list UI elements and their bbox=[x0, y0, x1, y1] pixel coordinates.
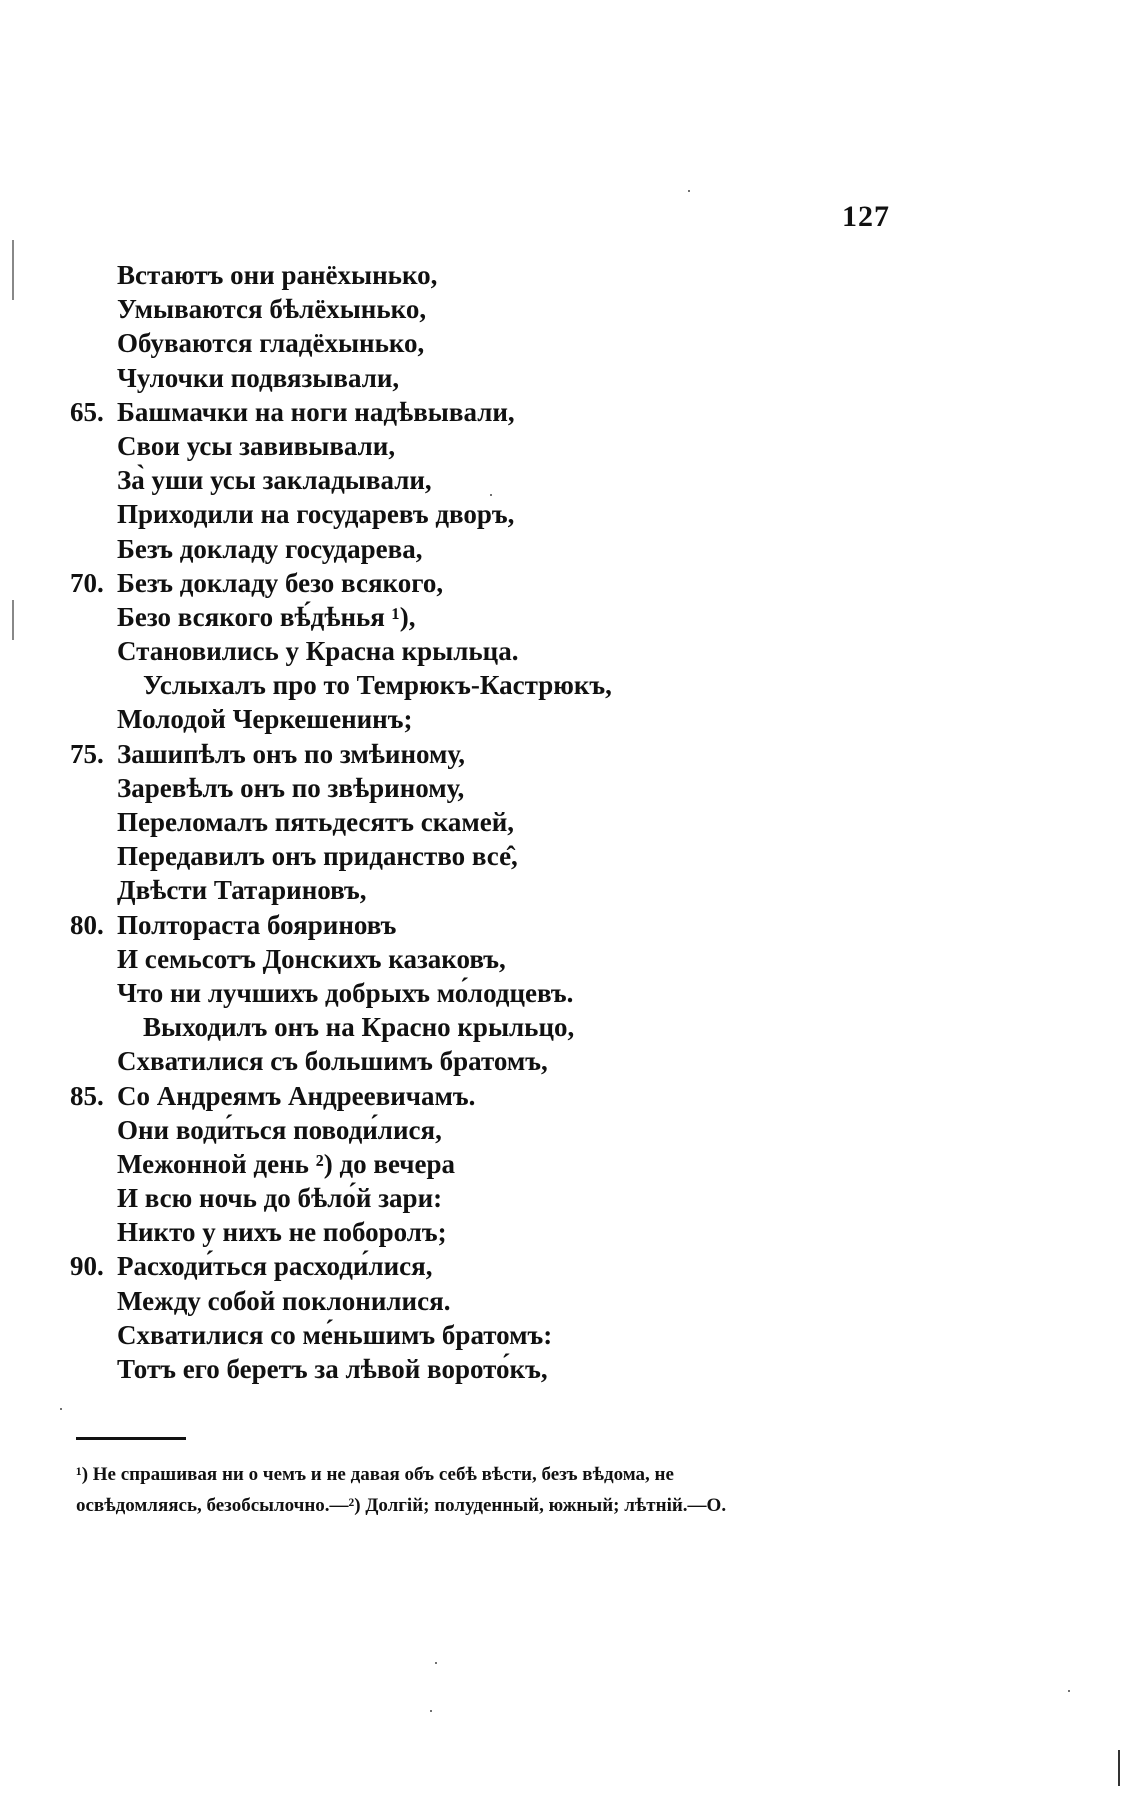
line-text: Заревѣлъ онъ по звѣриному, bbox=[117, 772, 465, 803]
line-text: Со Андреямъ Андреевичамъ. bbox=[117, 1080, 476, 1111]
line-text: Межонной день ²) до вечера bbox=[117, 1148, 456, 1179]
line-text: Схватилися со ме́ньшимъ братомъ: bbox=[117, 1319, 553, 1350]
scan-speck bbox=[430, 1710, 432, 1712]
verse-line bbox=[0, 1044, 1140, 1078]
verse-line bbox=[0, 908, 1140, 942]
scan-speck bbox=[688, 190, 690, 192]
footnotes bbox=[76, 1459, 836, 1521]
line-text: Расходи́ться расходи́лися, bbox=[117, 1251, 433, 1282]
line-number: 65. bbox=[70, 396, 104, 427]
line-text: Никто у нихъ не поборолъ; bbox=[117, 1217, 447, 1248]
line-text: Переломалъ пятьдесятъ скамей, bbox=[117, 807, 515, 837]
scan-speck bbox=[435, 1662, 437, 1664]
line-number: 85. bbox=[70, 1080, 104, 1111]
scan-speck bbox=[1068, 1690, 1070, 1692]
line-text: Безъ докладу государева, bbox=[117, 533, 423, 564]
footnote-divider bbox=[76, 1437, 186, 1440]
line-number: 90. bbox=[70, 1251, 104, 1282]
verse-line bbox=[0, 497, 1140, 531]
verse-line bbox=[0, 1249, 1140, 1283]
scan-edge-mark bbox=[12, 600, 14, 640]
scan-edge-mark bbox=[12, 240, 14, 300]
line-text: Умываются бѣлёхынько, bbox=[117, 294, 427, 325]
scan-speck bbox=[60, 1408, 62, 1410]
line-text: Услыхалъ про то Темрюкъ-Кастрюкъ, bbox=[143, 670, 612, 701]
line-text: Башмачки на ноги надѣвывали, bbox=[117, 396, 515, 427]
verse-line bbox=[0, 1215, 1140, 1249]
verse-line bbox=[0, 1079, 1140, 1113]
line-text: Выходилъ онъ на Красно крыльцо, bbox=[143, 1012, 575, 1043]
footnote-line: освѣдомляясь, безобсылочно.—²) Долгій; полуденный, южный; лѣтній.—О. bbox=[76, 1495, 727, 1516]
verse-line bbox=[0, 1010, 1140, 1044]
verse-line bbox=[0, 702, 1140, 736]
line-text: Безо всякого вѣ́дѣнья ¹), bbox=[117, 601, 416, 632]
line-text: Становились у Красна крыльца. bbox=[117, 636, 519, 667]
verse-line bbox=[0, 1147, 1140, 1181]
verse-line bbox=[0, 1113, 1140, 1147]
line-text: Между собой поклонилися. bbox=[117, 1285, 451, 1316]
line-number: 80. bbox=[70, 909, 104, 940]
verse-line bbox=[0, 258, 1140, 292]
line-text: Передавилъ онъ приданство все̂, bbox=[117, 841, 518, 872]
line-text: Двѣсти Татариновъ, bbox=[117, 875, 367, 906]
line-number: 75. bbox=[70, 738, 104, 769]
verse-line bbox=[0, 839, 1140, 873]
verse-line bbox=[0, 1318, 1140, 1352]
verse-line bbox=[0, 532, 1140, 566]
verse-line bbox=[0, 395, 1140, 429]
verse-line bbox=[0, 771, 1140, 805]
verse-line bbox=[0, 361, 1140, 395]
scan-speck bbox=[490, 494, 492, 496]
page-number: 127 bbox=[842, 200, 890, 233]
verse-line bbox=[0, 326, 1140, 360]
verse-line bbox=[0, 737, 1140, 771]
scan-edge-mark bbox=[1118, 1750, 1120, 1786]
verse-line bbox=[0, 463, 1140, 497]
verse-line bbox=[0, 873, 1140, 907]
line-text: Схватилися съ большимъ братомъ, bbox=[117, 1046, 548, 1077]
line-text: Они води́ться поводи́лися, bbox=[117, 1114, 442, 1145]
line-text: И семьсотъ Донскихъ казаковъ, bbox=[117, 943, 506, 974]
line-text: Приходили на государевъ дворъ, bbox=[117, 499, 515, 530]
verse-line bbox=[0, 1284, 1140, 1318]
line-text: Молодой Черкешенинъ; bbox=[117, 704, 413, 735]
line-text: За̀ уши усы закладывали, bbox=[117, 465, 432, 496]
footnote-line: ¹) Не спрашивая ни о чемъ и не давая объ себѣ вѣсти, безъ вѣдома, не bbox=[76, 1464, 674, 1485]
line-text: Зашипѣлъ онъ по змѣиному, bbox=[117, 738, 465, 769]
verse-line bbox=[0, 976, 1140, 1010]
verse-line bbox=[0, 429, 1140, 463]
verse-line bbox=[0, 805, 1140, 839]
line-text: Чулочки подвязывали, bbox=[117, 362, 400, 393]
verse-line bbox=[0, 566, 1140, 600]
line-text: Свои усы завивывали, bbox=[117, 430, 396, 461]
verse-line bbox=[0, 942, 1140, 976]
verse-line bbox=[0, 600, 1140, 634]
verse-line bbox=[0, 634, 1140, 668]
verse-line bbox=[0, 668, 1140, 702]
verse-line bbox=[0, 292, 1140, 326]
line-text: Обуваются гладёхынько, bbox=[117, 328, 425, 359]
verse-line bbox=[0, 1352, 1140, 1386]
line-text: Встаютъ они ранёхынько, bbox=[117, 260, 438, 290]
line-text: И всю ночь до бѣло́й зари: bbox=[117, 1183, 443, 1214]
line-number: 70. bbox=[70, 567, 104, 598]
verse-line bbox=[0, 1181, 1140, 1215]
line-text: Безъ докладу безо всякого, bbox=[117, 567, 444, 598]
line-text: Что ни лучшихъ добрыхъ мо́лодцевъ. bbox=[117, 977, 574, 1008]
line-text: Тотъ его беретъ за лѣвой ворото́къ, bbox=[117, 1354, 548, 1384]
verse-block bbox=[0, 258, 1140, 1386]
line-text: Полтораста бояриновъ bbox=[117, 909, 397, 940]
